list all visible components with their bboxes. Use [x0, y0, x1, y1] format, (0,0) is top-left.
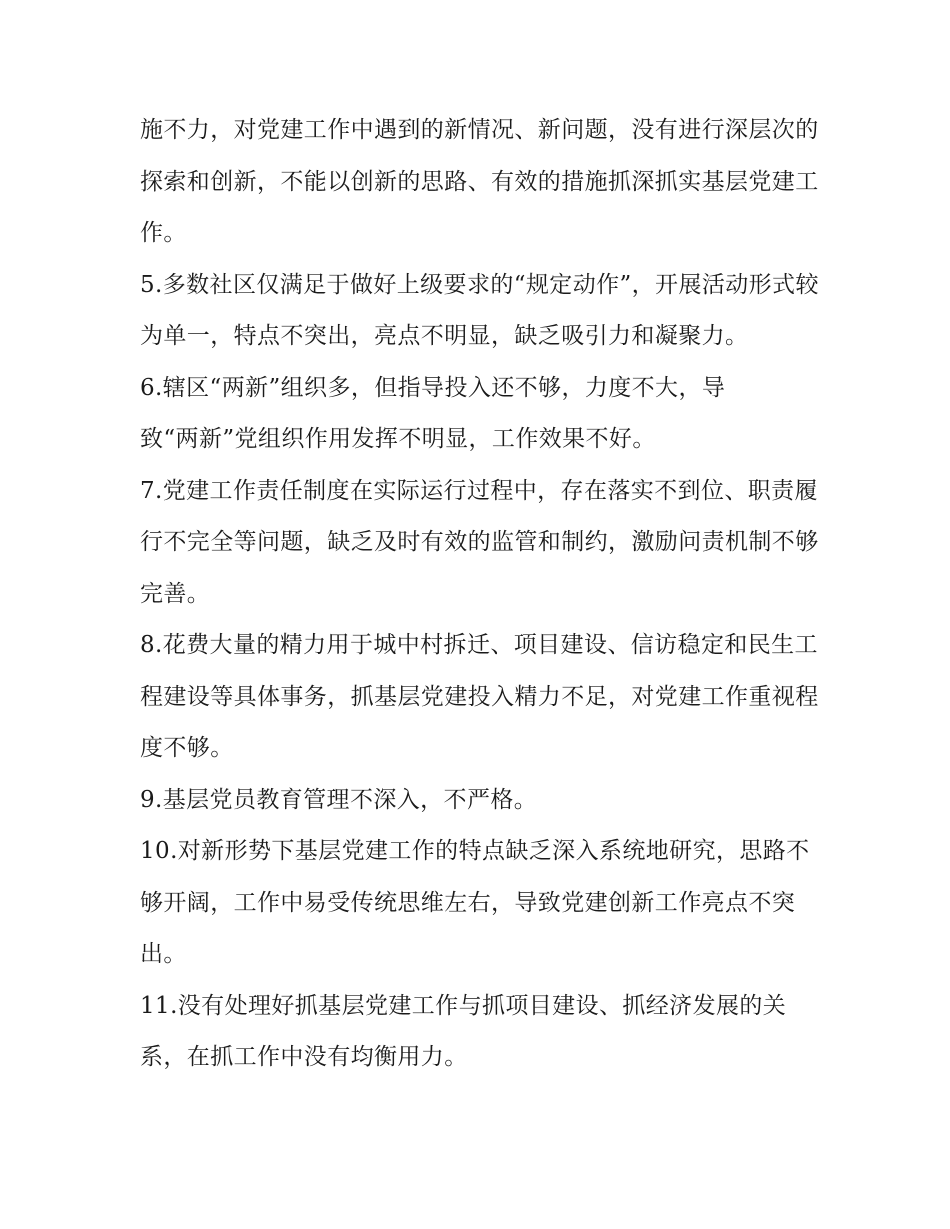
paragraph-item-8: 8.花费大量的精力用于城中村拆迁、项目建设、信访稳定和民生工程建设等具体事务，抓基层党建投入精力不足，对党建工作重视程度不够。: [140, 632, 819, 761]
paragraph-continuation: 施不力，对党建工作中遇到的新情况、新问题，没有进行深层次的探索和创新，不能以创新的思路、有效的措施抓深抓实基层党建工作。: [140, 117, 819, 246]
paragraph-item-10: 10.对新形势下基层党建工作的特点缺乏深入系统地研究，思路不够开阔，工作中易受传统思维左右，导致党建创新工作亮点不突出。: [140, 838, 810, 967]
paragraph-item-7: 7.党建工作责任制度在实际运行过程中，存在落实不到位、职责履行不完全等问题，缺乏及时有效的监管和制约，激励问责机制不够完善。: [140, 477, 819, 607]
paragraph-item-5: 5.多数社区仅满足于做好上级要求的“规定动作”，开展活动形式较为单一，特点不突出，亮点不明显，缺乏吸引力和凝聚力。: [140, 271, 819, 349]
paragraph-item-6: 6.辖区“两新”组织多，但指导投入还不够，力度不大，导致“两新”党组织作用发挥不明显，工作效果不好。: [140, 374, 726, 452]
document-page: [140, 105, 820, 1084]
paragraph-item-11: 11.没有处理好抓基层党建工作与抓项目建设、抓经济发展的关系，在抓工作中没有均衡用力。: [140, 992, 787, 1070]
paragraph-item-9: 9.基层党员教育管理不深入，不严格。: [140, 786, 538, 813]
